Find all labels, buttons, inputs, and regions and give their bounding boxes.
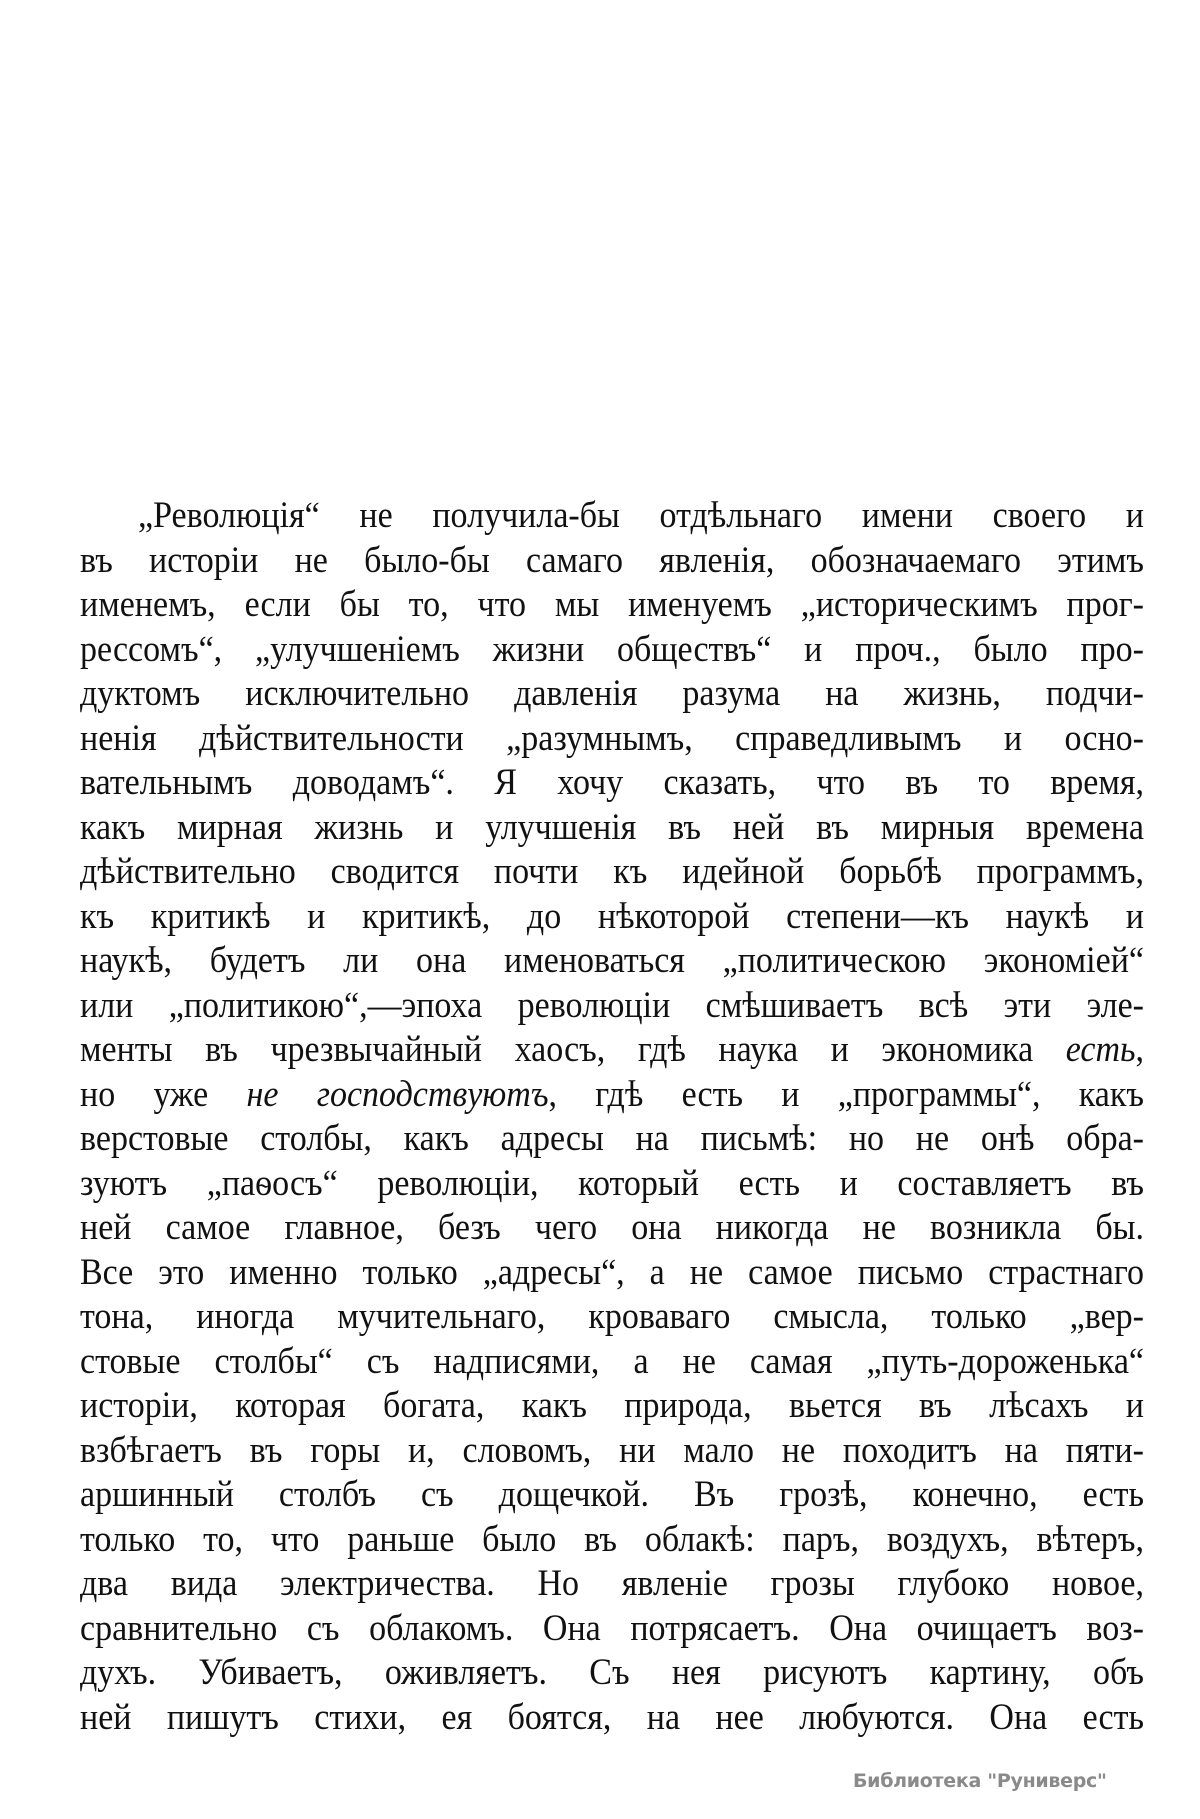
text-segment: стовые столбы“ съ надписями, а не самая „путь-дороженька“ bbox=[80, 1340, 1144, 1381]
text-segment: къ критикѣ и критикѣ, до нѣкоторой степени—къ наукѣ и bbox=[80, 895, 1144, 936]
text-line bbox=[80, 670, 1144, 718]
text-segment: , гдѣ есть и „программы“, какъ bbox=[548, 1073, 1144, 1114]
text-segment: зуютъ „паѳосъ“ революціи, который есть и составляетъ въ bbox=[80, 1162, 1144, 1203]
text-line bbox=[80, 1204, 1144, 1252]
text-line bbox=[80, 1115, 1144, 1163]
text-segment: какъ мирная жизнь и улучшенія въ ней въ мирныя времена bbox=[80, 806, 1144, 847]
text-line bbox=[80, 492, 1144, 540]
text-line bbox=[80, 1516, 1144, 1564]
text-line bbox=[80, 581, 1144, 629]
text-segment: или „политикою“,—эпоха революціи смѣшиваетъ всѣ эти эле- bbox=[80, 984, 1144, 1025]
text-line bbox=[80, 804, 1144, 852]
text-segment: именемъ, если бы то, что мы именуемъ „историческимъ прог- bbox=[80, 584, 1144, 625]
text-segment: аршинный столбъ съ дощечкой. Въ грозѣ, конечно, есть bbox=[80, 1474, 1144, 1515]
text-segment: сравнительно съ облакомъ. Она потрясаетъ. Она очищаетъ воз- bbox=[80, 1607, 1144, 1648]
text-line bbox=[80, 848, 1144, 896]
text-segment: Все это именно только „адресы“, а не самое письмо страстнаго bbox=[80, 1251, 1144, 1292]
body-paragraph bbox=[80, 494, 1144, 1740]
text-segment: „Революція“ не получила-бы отдѣльнаго имени своего и bbox=[138, 495, 1144, 536]
text-line bbox=[80, 715, 1144, 763]
text-line bbox=[80, 1649, 1144, 1697]
text-segment: наукѣ, будетъ ли она именоваться „политическою экономіей“ bbox=[80, 940, 1144, 981]
text-segment: верстовые столбы, какъ адресы на письмѣ: но не онѣ обра- bbox=[80, 1118, 1144, 1159]
italic-text: есть bbox=[1065, 1029, 1136, 1070]
text-segment: рессомъ“, „улучшеніемъ жизни обществъ“ и проч., было про- bbox=[80, 628, 1144, 669]
text-line bbox=[80, 1338, 1144, 1386]
text-line bbox=[80, 1560, 1144, 1608]
text-segment: ненія дѣйствительности „разумнымъ, справедливымъ и осно- bbox=[80, 717, 1144, 758]
text-line bbox=[80, 1026, 1144, 1074]
text-segment: ней самое главное, безъ чего она никогда не возникла бы. bbox=[80, 1207, 1144, 1248]
text-line bbox=[80, 1160, 1144, 1208]
text-segment: но уже bbox=[80, 1073, 247, 1114]
text-line bbox=[80, 982, 1144, 1030]
text-segment: духъ. Убиваетъ, оживляетъ. Съ нея рисуютъ картину, объ bbox=[80, 1652, 1144, 1693]
text-line bbox=[80, 1605, 1144, 1653]
text-segment: менты въ чрезвычайный хаосъ, гдѣ наука и экономика bbox=[80, 1029, 1066, 1070]
text-segment: вательнымъ доводамъ“. Я хочу сказать, что въ то время, bbox=[80, 762, 1144, 803]
library-watermark: Библиотека "Руниверс" bbox=[853, 1770, 1107, 1792]
text-segment: ней пишутъ стихи, ея боятся, на нее любуются. Она есть bbox=[80, 1696, 1144, 1737]
text-line bbox=[80, 1427, 1144, 1475]
text-line bbox=[80, 937, 1144, 985]
text-segment: два вида электричества. Но явленіе грозы глубоко новое, bbox=[80, 1563, 1144, 1604]
text-line bbox=[80, 1249, 1144, 1297]
text-segment: , bbox=[1135, 1029, 1144, 1070]
text-segment: въ исторіи не было-бы самаго явленія, обозначаемаго этимъ bbox=[80, 539, 1144, 580]
text-segment: дуктомъ исключительно давленія разума на жизнь, подчи- bbox=[80, 673, 1144, 714]
text-segment: только то, что раньше было въ облакѣ: паръ, воздухъ, вѣтеръ, bbox=[80, 1518, 1144, 1559]
text-segment: исторіи, которая богата, какъ природа, вьется въ лѣсахъ и bbox=[80, 1385, 1144, 1426]
text-line bbox=[80, 1382, 1144, 1430]
text-line bbox=[80, 1471, 1144, 1519]
text-line bbox=[80, 626, 1144, 674]
text-line bbox=[80, 537, 1144, 585]
italic-text: не господствуютъ bbox=[246, 1073, 549, 1114]
text-line bbox=[80, 1694, 1144, 1742]
text-segment: дѣйствительно сводится почти къ идейной борьбѣ программъ, bbox=[80, 851, 1144, 892]
text-segment: тона, иногда мучительнаго, кроваваго смысла, только „вер- bbox=[80, 1296, 1144, 1337]
text-segment: взбѣгаетъ въ горы и, словомъ, ни мало не походитъ на пяти- bbox=[80, 1429, 1144, 1470]
text-line bbox=[80, 1293, 1144, 1341]
text-line bbox=[80, 1071, 1144, 1119]
text-line bbox=[80, 893, 1144, 941]
text-line bbox=[80, 759, 1144, 807]
